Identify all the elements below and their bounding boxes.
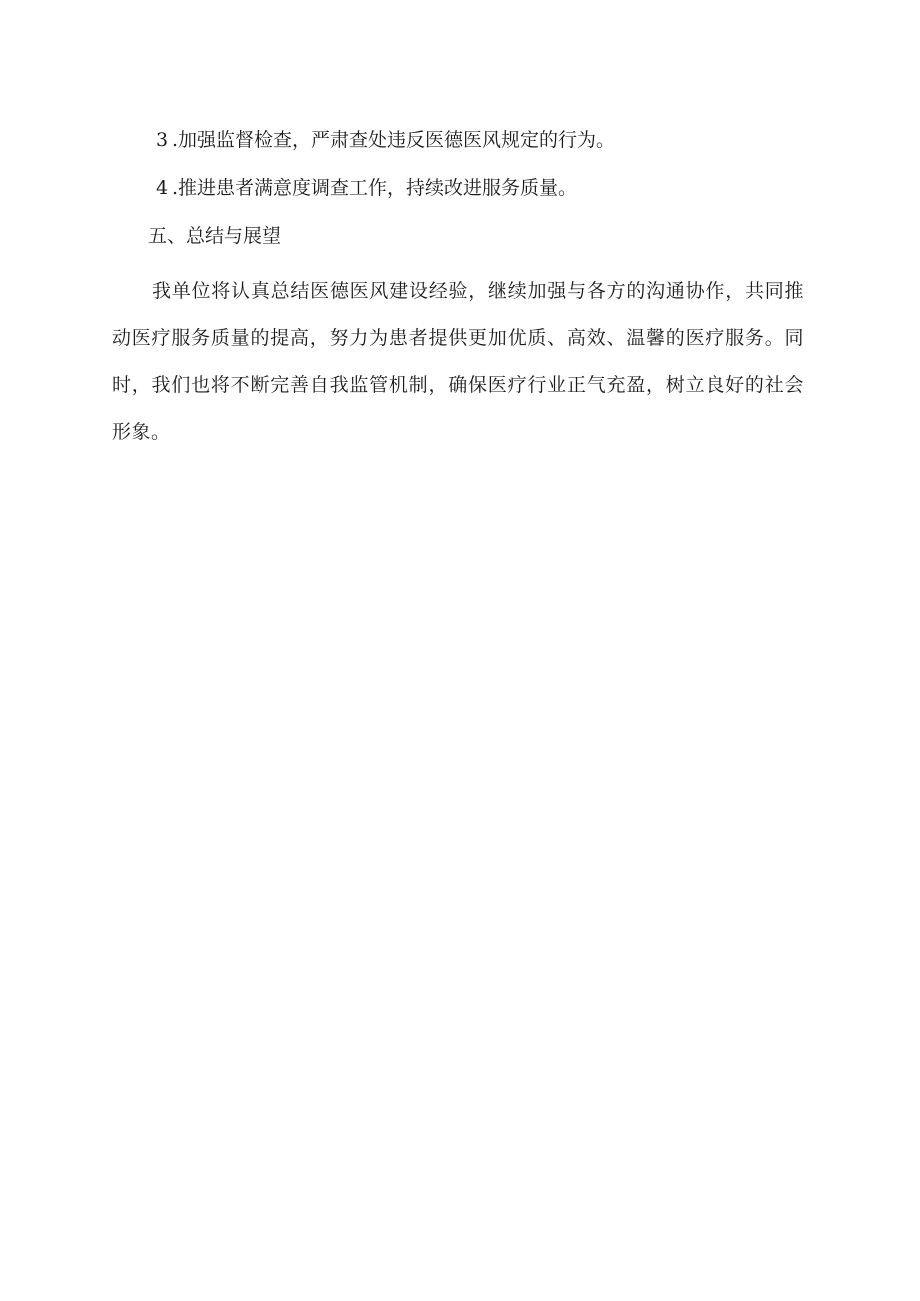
summary-paragraph: 我单位将认真总结医德医风建设经验，继续加强与各方的沟通协作，共同推动医疗服务质量的提高，努力为患者提供更加优质、高效、温馨的医疗服务。同时，我们也将不断完善自我监管机制，确保医疗行业正气充盈，树立良好的社会形象。 bbox=[112, 280, 804, 443]
list-item-number: 3 bbox=[156, 129, 169, 151]
section-heading: 五、总结与展望 bbox=[148, 225, 282, 247]
list-item-text: .加强监督检查，严肃查处违反医德医风规定的行为。 bbox=[172, 129, 616, 151]
list-item-text: .推进患者满意度调查工作，持续改进服务质量。 bbox=[172, 177, 578, 199]
list-item-3 bbox=[112, 124, 804, 156]
list-item-number: 4 bbox=[156, 177, 169, 199]
document-body bbox=[112, 124, 804, 456]
list-item-4 bbox=[112, 172, 804, 204]
